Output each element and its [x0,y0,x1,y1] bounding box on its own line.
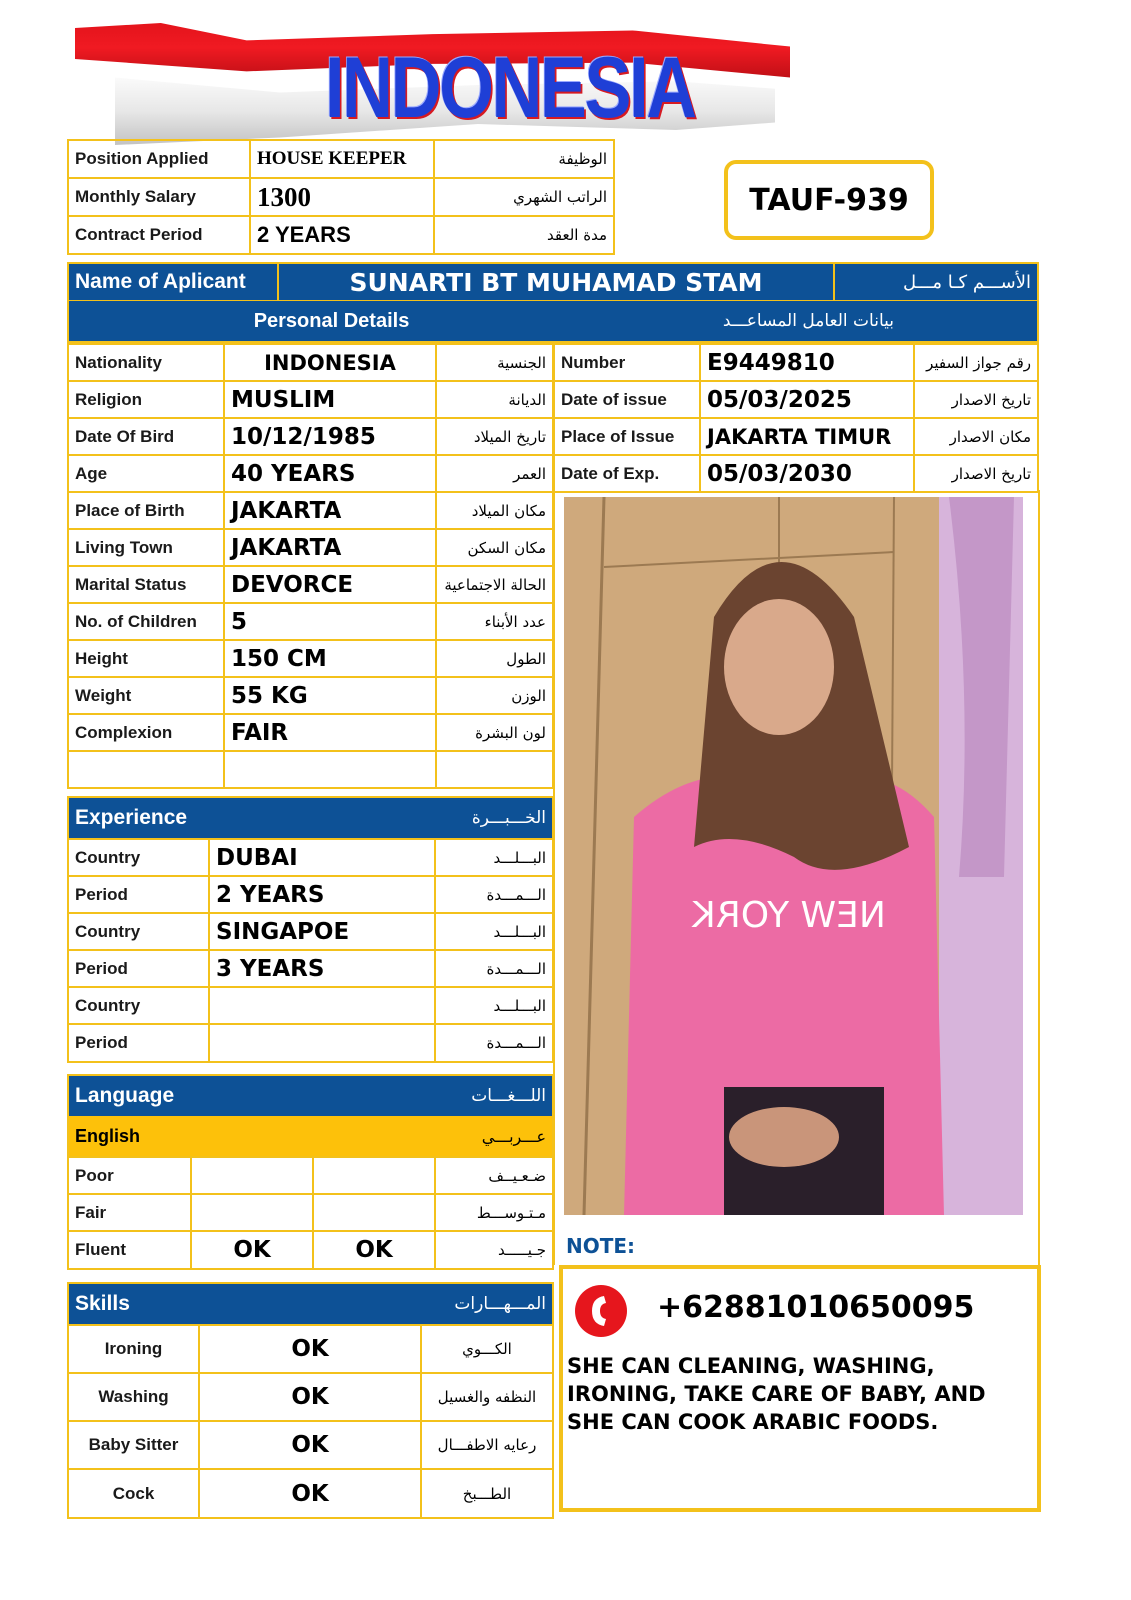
table-row [68,418,553,455]
skill-value: OK [199,1373,421,1421]
applicant-name: SUNARTI BT MUHAMAD STAM [279,264,835,300]
complexion-value: FAIR [224,714,436,751]
skill-value: OK [199,1469,421,1517]
table-row [69,1024,552,1061]
english-level: OK [191,1231,313,1268]
personal-details-title: Personal Details [253,309,410,332]
issue-place-value: JAKARTA TIMUR [700,418,914,455]
language-table [69,1156,552,1268]
applicant-name-row [67,262,1039,302]
exp-value: DUBAI [209,839,435,876]
lang-level-arabic: مـتـوســـط [435,1194,552,1231]
living-town-label: Living Town [68,529,224,566]
marital-label: Marital Status [68,566,224,603]
dob-value: 10/12/1985 [224,418,436,455]
table-row [68,751,553,788]
exp-value [209,987,435,1024]
skills-table [69,1324,552,1517]
table-row [69,950,552,987]
empty-value [224,751,436,788]
passport-number-value: E9449810 [700,344,914,381]
table-row [554,344,1038,381]
contract-label: Contract Period [68,216,250,254]
exp-arabic: الـــمـــدة [435,1024,552,1061]
complexion-label: Complexion [68,714,224,751]
lang-level-label: Fluent [69,1231,191,1268]
table-row [554,418,1038,455]
position-label: Position Applied [68,140,250,178]
skill-label: Washing [69,1373,199,1421]
indonesia-flag-banner [75,15,790,140]
age-label: Age [68,455,224,492]
skills-section [67,1282,554,1519]
table-row [69,876,552,913]
salary-value: 1300 [250,178,434,216]
skill-arabic: النظفه والغسيل [421,1373,552,1421]
exp-value [209,1024,435,1061]
exp-arabic: الـــمـــدة [435,950,552,987]
experience-section [67,796,554,1063]
arabic-column-label: عـــربـــي [481,1126,546,1146]
expiry-label: Date of Exp. [554,455,700,492]
exp-arabic: الـــمـــدة [435,876,552,913]
table-row [68,714,553,751]
language-subheader [69,1116,552,1156]
skill-label: Ironing [69,1325,199,1373]
english-level [191,1157,313,1194]
religion-arabic: الديانة [436,381,553,418]
table-row [69,839,552,876]
table-row [68,140,614,178]
personal-details-arabic: بيانات العامل المساعـــد [722,311,894,331]
table-row [69,1469,552,1517]
skills-arabic: المـــهـــارات [454,1294,546,1314]
exp-label: Country [69,913,209,950]
height-arabic: الطول [436,640,553,677]
skill-value: OK [199,1421,421,1469]
empty-label [68,751,224,788]
issue-date-arabic: تاريخ الاصدار [914,381,1038,418]
skill-arabic: رعايه الاطفـــال [421,1421,552,1469]
exp-label: Period [69,876,209,913]
empty-arabic [436,751,553,788]
marital-arabic: الحالة الاجتماعية [436,566,553,603]
lang-level-label: Fair [69,1194,191,1231]
table-row [69,1373,552,1421]
arabic-level [313,1157,435,1194]
weight-label: Weight [68,677,224,714]
issue-place-arabic: مكان الاصدار [914,418,1038,455]
table-row [68,677,553,714]
table-row [69,1231,552,1268]
passport-number-label: Number [554,344,700,381]
exp-value: SINGAPOE [209,913,435,950]
nationality-arabic: الجنسية [436,344,553,381]
contract-value: 2 YEARS [250,216,434,254]
passport-number-arabic: رقم جواز السفير [914,344,1038,381]
exp-arabic: البـــلـــد [435,987,552,1024]
skill-label: Baby Sitter [69,1421,199,1469]
expiry-value: 05/03/2030 [700,455,914,492]
passport-table [553,343,1039,493]
skills-header [69,1284,552,1324]
weight-value: 55 KG [224,677,436,714]
phone-handset-icon [588,1294,614,1328]
skill-arabic: الطـــبخ [421,1469,552,1517]
dob-label: Date Of Bird [68,418,224,455]
birthplace-label: Place of Birth [68,492,224,529]
language-header [69,1076,552,1116]
shirt-text: NEW YORK [692,895,886,936]
exp-value: 3 YEARS [209,950,435,987]
table-row [69,1194,552,1231]
table-row [69,1157,552,1194]
banner-title: INDONESIA [325,40,695,136]
language-arabic: اللـــغـــات [471,1086,546,1106]
phone-icon [575,1285,627,1337]
living-town-value: JAKARTA [224,529,436,566]
issue-place-label: Place of Issue [554,418,700,455]
children-arabic: عدد الأبناء [436,603,553,640]
weight-arabic: الوزن [436,677,553,714]
table-row [68,178,614,216]
english-column-label: English [75,1125,141,1146]
arabic-level [313,1194,435,1231]
exp-label: Country [69,839,209,876]
complexion-arabic: لون البشرة [436,714,553,751]
lang-level-arabic: ضـعـيــف [435,1157,552,1194]
experience-arabic: الخـــبـــرة [471,808,546,828]
dob-arabic: تاريخ الميلاد [436,418,553,455]
note-label: NOTE: [566,1234,636,1258]
issue-date-label: Date of issue [554,381,700,418]
table-row [68,455,553,492]
nationality-label: Nationality [68,344,224,381]
table-row [69,1325,552,1373]
experience-title: Experience [75,806,188,829]
arabic-level: OK [313,1231,435,1268]
height-label: Height [68,640,224,677]
children-label: No. of Children [68,603,224,640]
position-value: HOUSE KEEPER [250,140,434,178]
exp-label: Period [69,950,209,987]
language-section [67,1074,554,1270]
age-value: 40 YEARS [224,455,436,492]
skill-label: Cock [69,1469,199,1517]
table-row [68,529,553,566]
note-text: SHE CAN CLEANING, WASHING, IRONING, TAKE CARE OF BABY, AND SHE CAN COOK ARABIC FOODS. [567,1354,986,1434]
living-town-arabic: مكان السكن [436,529,553,566]
exp-label: Period [69,1024,209,1061]
expiry-arabic: تاريخ الاصدار [914,455,1038,492]
exp-arabic: البـــلـــد [435,839,552,876]
applicant-label: Name of Aplicant [69,264,279,300]
nationality-value: INDONESIA [224,344,436,381]
personal-details-table [67,343,554,789]
applicant-arabic: الأســـم كـا مـــل [902,271,1031,293]
exp-value: 2 YEARS [209,876,435,913]
position-arabic: الوظيفة [434,140,614,178]
table-row [69,1421,552,1469]
english-level [191,1194,313,1231]
table-row [68,603,553,640]
table-row [68,492,553,529]
salary-label: Monthly Salary [68,178,250,216]
children-value: 5 [224,603,436,640]
experience-table [69,838,552,1061]
contract-arabic: مدة العقد [434,216,614,254]
table-row [68,381,553,418]
salary-arabic: الراتب الشهري [434,178,614,216]
lang-level-label: Poor [69,1157,191,1194]
phone-number[interactable]: +62881010650095 [657,1290,975,1325]
marital-value: DEVORCE [224,566,436,603]
height-value: 150 CM [224,640,436,677]
table-row [554,455,1038,492]
religion-value: MUSLIM [224,381,436,418]
birthplace-arabic: مكان الميلاد [436,492,553,529]
table-row [69,913,552,950]
table-row [68,344,553,381]
skill-value: OK [199,1325,421,1373]
lang-level-arabic: جـيـــــد [435,1231,552,1268]
reference-code-badge: TAUF-939 [724,160,934,240]
skills-title: Skills [75,1292,130,1315]
language-title: Language [75,1084,175,1107]
personal-details-header [67,301,1039,343]
experience-header [69,798,552,838]
applicant-photo [564,497,1023,1215]
age-arabic: العمر [436,455,553,492]
religion-label: Religion [68,381,224,418]
skill-arabic: الكـــوي [421,1325,552,1373]
table-row [68,216,614,254]
exp-label: Country [69,987,209,1024]
exp-arabic: البـــلـــد [435,913,552,950]
applicant-photo-illustration [564,497,1023,1215]
job-info-table [67,139,615,255]
birthplace-value: JAKARTA [224,492,436,529]
table-row [69,987,552,1024]
table-row [68,640,553,677]
table-row [68,566,553,603]
issue-date-value: 05/03/2025 [700,381,914,418]
table-row [554,381,1038,418]
